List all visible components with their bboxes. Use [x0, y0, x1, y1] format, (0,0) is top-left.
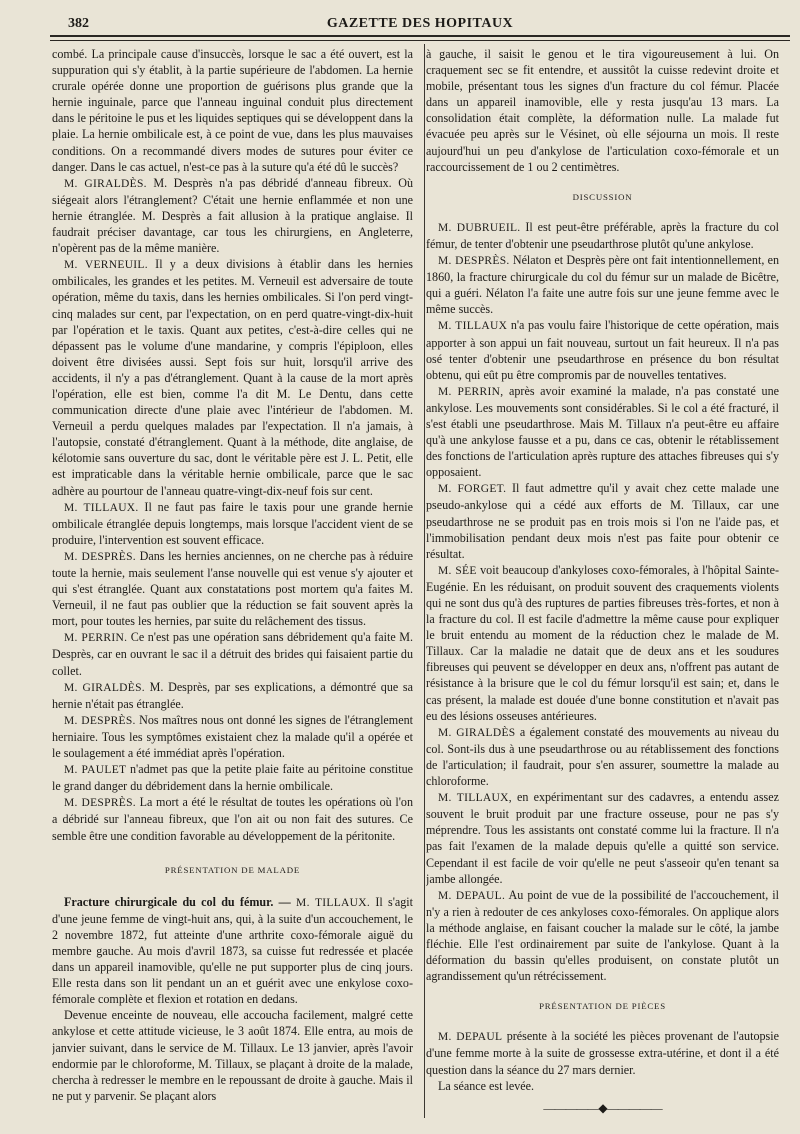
- speaker-paragraph: [52, 761, 413, 794]
- speaker-paragraph: [426, 383, 779, 481]
- speaker-paragraph: [426, 317, 779, 382]
- page-number: 382: [68, 16, 89, 31]
- paragraph-text: combé. La principale cause d'insuccès, lorsque le sac a été ouvert, est la suppuration qui s'y établit, à la partie supérieure de l'abdomen. La hernie crurale opérée donne une proportion de guérisons plus grande que la hernie inguinale, parce que l'anneau inguinal conduit plus directement dans le péritoine le pus et les liquides septiques qui se développent dans la plaie. La hernie ombilicale est, à ce point de vue, dans les plus mauvaises conditions. On a recommandé divers modes de sutures pour éviter ce danger. Dans le cas actuel, n'est-ce pas à la suture qu'a été dû le succès?: [52, 47, 413, 174]
- paragraph-text: en expérimentant sur des cadavres, a entendu assez souvent le bruit produit par une fracture osseuse, pour ne pas s'y méprendre. Tous les assistants ont constaté comme lui la fracture. Il n'a pas fait l'examen de la malade depuis qu'elle a quitté son service. Cependant il est facile de voir qu'elle ne peut s'asseoir qu'en tenant sa jambe allongée.: [426, 790, 779, 886]
- paragraph-text: Il est peut-être préférable, après la fracture du col fémur, de tenter d'obtenir une pseudarthrose plutôt qu'une ankylose.: [426, 219, 779, 251]
- paragraph-text: Devenue enceinte de nouveau, elle accoucha facilement, malgré cette ankylose et cette attitude vicieuse, le 3 août 1874. Elle entra, au mois de janvier suivant, dans le service de M. Tillaux. Le 13 janvier, après l'avoir endormie par le chloroforme, M. Tillaux, se plaçant à droite de la malade, chercha à redresser le membre en le repoussant de droite à gauche. Mais il ne put y parvenir. Se plaçant alors: [52, 1008, 413, 1103]
- paragraph-text: Ce n'est pas une opération sans débridement qu'a faite M. Desprès, car en ouvrant le sac il a détruit des brides qui faisaient partie du collet.: [52, 630, 413, 678]
- speaker-paragraph: [52, 629, 413, 678]
- speaker-name: M. SÉE: [438, 564, 477, 577]
- speaker-name: M. GIRALDÈS.: [64, 177, 147, 190]
- speaker-name: M. GIRALDÈS.: [64, 681, 145, 694]
- right-column: [426, 46, 779, 1124]
- speaker-paragraph: [426, 887, 779, 985]
- speaker-name: M. GIRALDÈS: [438, 726, 516, 739]
- paragraph-text: M. Desprès, par ses explications, a démontré que sa hernie n'était pas étranglée.: [52, 679, 413, 711]
- speaker-name: M. TILLAUX,: [438, 792, 512, 805]
- end-ornament: —————◆—————: [543, 1100, 662, 1115]
- paragraph-text: voit beaucoup d'ankyloses coxo-fémorales, à l'hôpital Sainte-Eugénie. En les réduisant, on produit souvent des craquements violents qui ne sont dus qu'à des ruptures de parties fibreuses très-fortes, et non à la fracture du col. Il est facile d'admettre la même cause pour expliquer le bruit entendu au moment de la réduction chez le malade de M. Tillaux. Car la maladie ne datait que de deux ans et les soudures fibreuses qui peuvent se développer en deux ans, n'offrent pas autant de résistance à la brisure que le col du fémur lorsqu'il est sain; et, dans le cas présent, la malade est douée d'une bonne constitution et n'avait pas eu des lésions osseuses antérieures.: [426, 562, 779, 723]
- speaker-paragraph: [426, 480, 779, 561]
- paragraph-text: La mort a été le résultat de toutes les opérations où l'on a débridé sur l'anneau fibreux, que l'on ait ou non fait des sutures. Ce semble être une condition favorable au développement de la péritonite.: [52, 795, 413, 843]
- speaker-paragraph: [52, 712, 413, 761]
- speaker-name: M. DEPAUL.: [438, 889, 506, 902]
- left-column: [52, 46, 413, 1124]
- paragraph: [52, 46, 413, 175]
- page-title: GAZETTE DES HOPITAUX: [326, 16, 514, 31]
- paragraph-text: a également constaté des mouvements au niveau du col. Sont-ils dus à une pseudarthrose ou au rétablissement des fonctions de l'articulation; il faudrait, pour s'en assurer, soumettre la malade au chloroforme.: [426, 724, 779, 789]
- paragraph-text: n'a pas voulu faire l'historique de cette opération, mais apporter à son appui un fait nouveau, surtout un fait heureux. Il n'a pas osé tenter d'obtenir une pseudarthrose en présence du bon résultat obtenu, qui eût pu être compromis par de nouvelles tentatives.: [426, 318, 779, 382]
- paragraph-text: Au point de vue de la possibilité de l'accouchement, il n'y a rien à redouter de ces ankyloses coxo-fémorales. On applique alors la méthode anglaise, en faisant coucher la malade sur le côté, la jambe fléchie. Elle l'est ordinairement par suite de l'ankylose. Quant à la déformation du bassin qu'elles produisent, on constate plutôt un agrandissement qu'un rétrécissement.: [426, 887, 779, 984]
- speaker-paragraph: [426, 724, 779, 789]
- paragraph-text: Il y a deux divisions à établir dans les hernies ombilicales, les grandes et les petites. M. Verneuil est adversaire de toute opération, même du taxis, dans les hernies ombilicales. Si l'on perd vingt-cinq malades sur cent, par l'expectation, on en perd quatre-vingt-dix-huit par l'opération et le taxis. Quant aux petites, c'est-à-dire celles qui ne dépassent pas le volume d'une mandarine, y compris l'épiploon, elles doivent être divisées aussi. Sept fois sur huit, lorsqu'il arrive des accidents, il n'y a pas d'étranglement. Quant à la cause de la mort après l'opération, elle est bien, comme l'a dit M. Le Dentu, dans cette communication directe d'une plaie avec l'intérieur de l'abdomen. M. Verneuil a perdu quelques malades par l'expectation. Il n'a jamais, à l'autopsie, constaté d'étranglement. Quant à la méthode, dite anglaise, de kélotomie sans ouverture du sac, dont le véritable père est J. L. Petit, elle est impraticable dans la véritable hernie ombilicale, parce que le sac adhère au pourtour de l'anneau quatre-vingt-dix-neuf fois sur cent.: [52, 257, 413, 498]
- paragraph-text: Il faut admettre qu'il y avait chez cette malade une pseudo-ankylose qui a cédé aux efforts de M. Tillaux, car une pseudarthrose ne se produit pas en trois mois si l'on ne l'aide pas, et l'immobilisation pendant deux mois n'est pas faite pour obtenir ce résultat.: [426, 481, 779, 561]
- paragraph-text: Nélaton et Desprès père ont fait intentionnellement, en 1860, la fracture chirurgicale du col du fémur sur un malade de Bicêtre, qui a guéri. Nélaton l'a faite une autre fois sur une jeune femme avec le même succès.: [426, 253, 779, 317]
- speaker-paragraph: [52, 794, 413, 843]
- paragraph-text: présente à la société les pièces provenant de l'autopsie d'une femme morte à la suite de grossesse extra-utérine, et dont il a été question dans la séance du 27 mars dernier.: [426, 1029, 779, 1077]
- speaker-name: M. DESPRÈS.: [64, 550, 136, 563]
- speaker-name: M. DESPRÈS.: [64, 797, 136, 810]
- paragraph-text: à gauche, il saisit le genou et le tira vigoureusement à lui. On craquement sec se fit entendre, et aussitôt la cuisse redevint droite et mobile, présentant tous les signes d'un fracture du col fémur. Placée dans un appareil inamovible, elle y resta jusqu'au 13 mars. La consolidation était complète, la déformation nulle. La malade fut évacuée peu après sur le Vésinet, où elle séjourna un mois. Il reste aujourd'hui un peu d'ankylose de l'articulation coxo-fémorale et un raccourcissement de 1 ou 2 centimètres.: [426, 47, 779, 174]
- paragraph-text: après avoir examiné la malade, n'a pas constaté une ankylose. Les mouvements sont considérables. Si le col a été fracturé, il s'est établi une pseudarthrose. Mais M. Tillaux n'a peut-être eu affaire qu'à une ankylose fausse et a pu, dans ce cas, obtenir le rétablissement des fonctions de l'articulation après rupture des attaches fibreuses qui s'y opposaient.: [426, 383, 779, 480]
- speaker-paragraph: [426, 1028, 779, 1077]
- section-heading: PRÉSENTATION DE PIÈCES: [539, 1001, 666, 1012]
- speaker-paragraph: [52, 499, 413, 548]
- column-divider: [424, 44, 425, 1118]
- speaker-name: M. DESPRÈS.: [64, 714, 136, 727]
- paragraph-text: Il s'agit d'une jeune femme de vingt-huit ans, qui, à la suite d'un accouchement, le 2 novembre 1872, fut atteinte d'une arthrite coxo-fémorale aiguë du membre gauche. Au mois d'avril 1873, sa cuisse fut redressée et placée dans un appareil inamovible, qu'elle ne put supporter plus de cinq jours. Elle resta dans son lit pendant un an et guérit avec une enkylose coxo-fémorale complète et flexion et rotation en dedans.: [52, 894, 413, 1007]
- speaker-name: M. TILLAUX: [438, 320, 508, 333]
- section-heading: DISCUSSION: [572, 191, 633, 202]
- case-report: [52, 894, 413, 1008]
- speaker-name: M. TILLAUX.: [296, 896, 371, 909]
- paragraph-text: La séance est levée.: [438, 1078, 535, 1093]
- speaker-paragraph: [52, 175, 413, 256]
- speaker-name: M. TILLAUX.: [64, 501, 139, 514]
- paragraph: [426, 46, 779, 175]
- speaker-name: M. DEPAUL: [438, 1031, 503, 1044]
- paragraph-text: M. Desprès n'a pas débridé d'anneau fibreux. Où siégeait alors l'étranglement? C'était une hernie enflammée et non une hernie étranglée. M. Desprès a fait allusion à la pratique anglaise. Il faudrait préciser davantage, car tous les chirurgiens, en Angleterre, n'opèrent pas de la même manière.: [52, 175, 413, 256]
- speaker-paragraph: [52, 548, 413, 629]
- paragraph-text: Il ne faut pas faire le taxis pour une grande hernie ombilicale étranglée depuis longtemps, mais lorsque l'accident vient de se produire, l'intervention est souvent efficace.: [52, 499, 413, 547]
- speaker-name: M. VERNEUIL.: [64, 259, 148, 272]
- speaker-name: M. PERRIN,: [438, 385, 504, 398]
- page-header: [50, 10, 790, 36]
- case-title: Fracture chirurgicale du col du fémur. —: [64, 894, 291, 909]
- paragraph-text: Nos maîtres nous ont donné les signes de l'étranglement herniaire. Tous les symptômes existaient chez la malade qu'il a opérée et le soulagement a été immédiat après l'opération.: [52, 712, 413, 761]
- section-heading: PRÉSENTATION DE MALADE: [164, 864, 301, 875]
- paragraph: [52, 1007, 413, 1104]
- speaker-paragraph: [426, 219, 779, 252]
- speaker-paragraph: [52, 256, 413, 498]
- speaker-name: M. DESPRÈS.: [438, 255, 510, 268]
- speaker-name: M. FORGET.: [438, 483, 507, 496]
- speaker-paragraph: [426, 562, 779, 724]
- speaker-paragraph: [426, 789, 779, 887]
- header-rule: [50, 35, 790, 37]
- speaker-name: M. DUBRUEIL.: [438, 221, 521, 234]
- speaker-paragraph: [426, 252, 779, 317]
- paragraph-text: n'admet pas que la petite plaie faite au péritoine constitue le grand danger du débridement dans la hernie ombilicale.: [52, 762, 413, 794]
- paragraph: [426, 1078, 779, 1094]
- paragraph-text: Dans les hernies anciennes, on ne cherche pas à réduire toute la hernie, mais seulement l'anse nouvelle qui est venue s'y ajouter et qui s'est étranglée. Quant aux constatations post mortem qu'a faites M. Verneuil, il ne faut pas oublier que la réduction se fait souvent après la mort, pour toutes les hernies, par suite du relâchement des tissus.: [52, 548, 413, 629]
- header-rule-thin: [50, 40, 790, 41]
- speaker-name: M. PERRIN.: [64, 632, 128, 645]
- speaker-name: M. PAULET: [64, 764, 127, 777]
- speaker-paragraph: [52, 679, 413, 712]
